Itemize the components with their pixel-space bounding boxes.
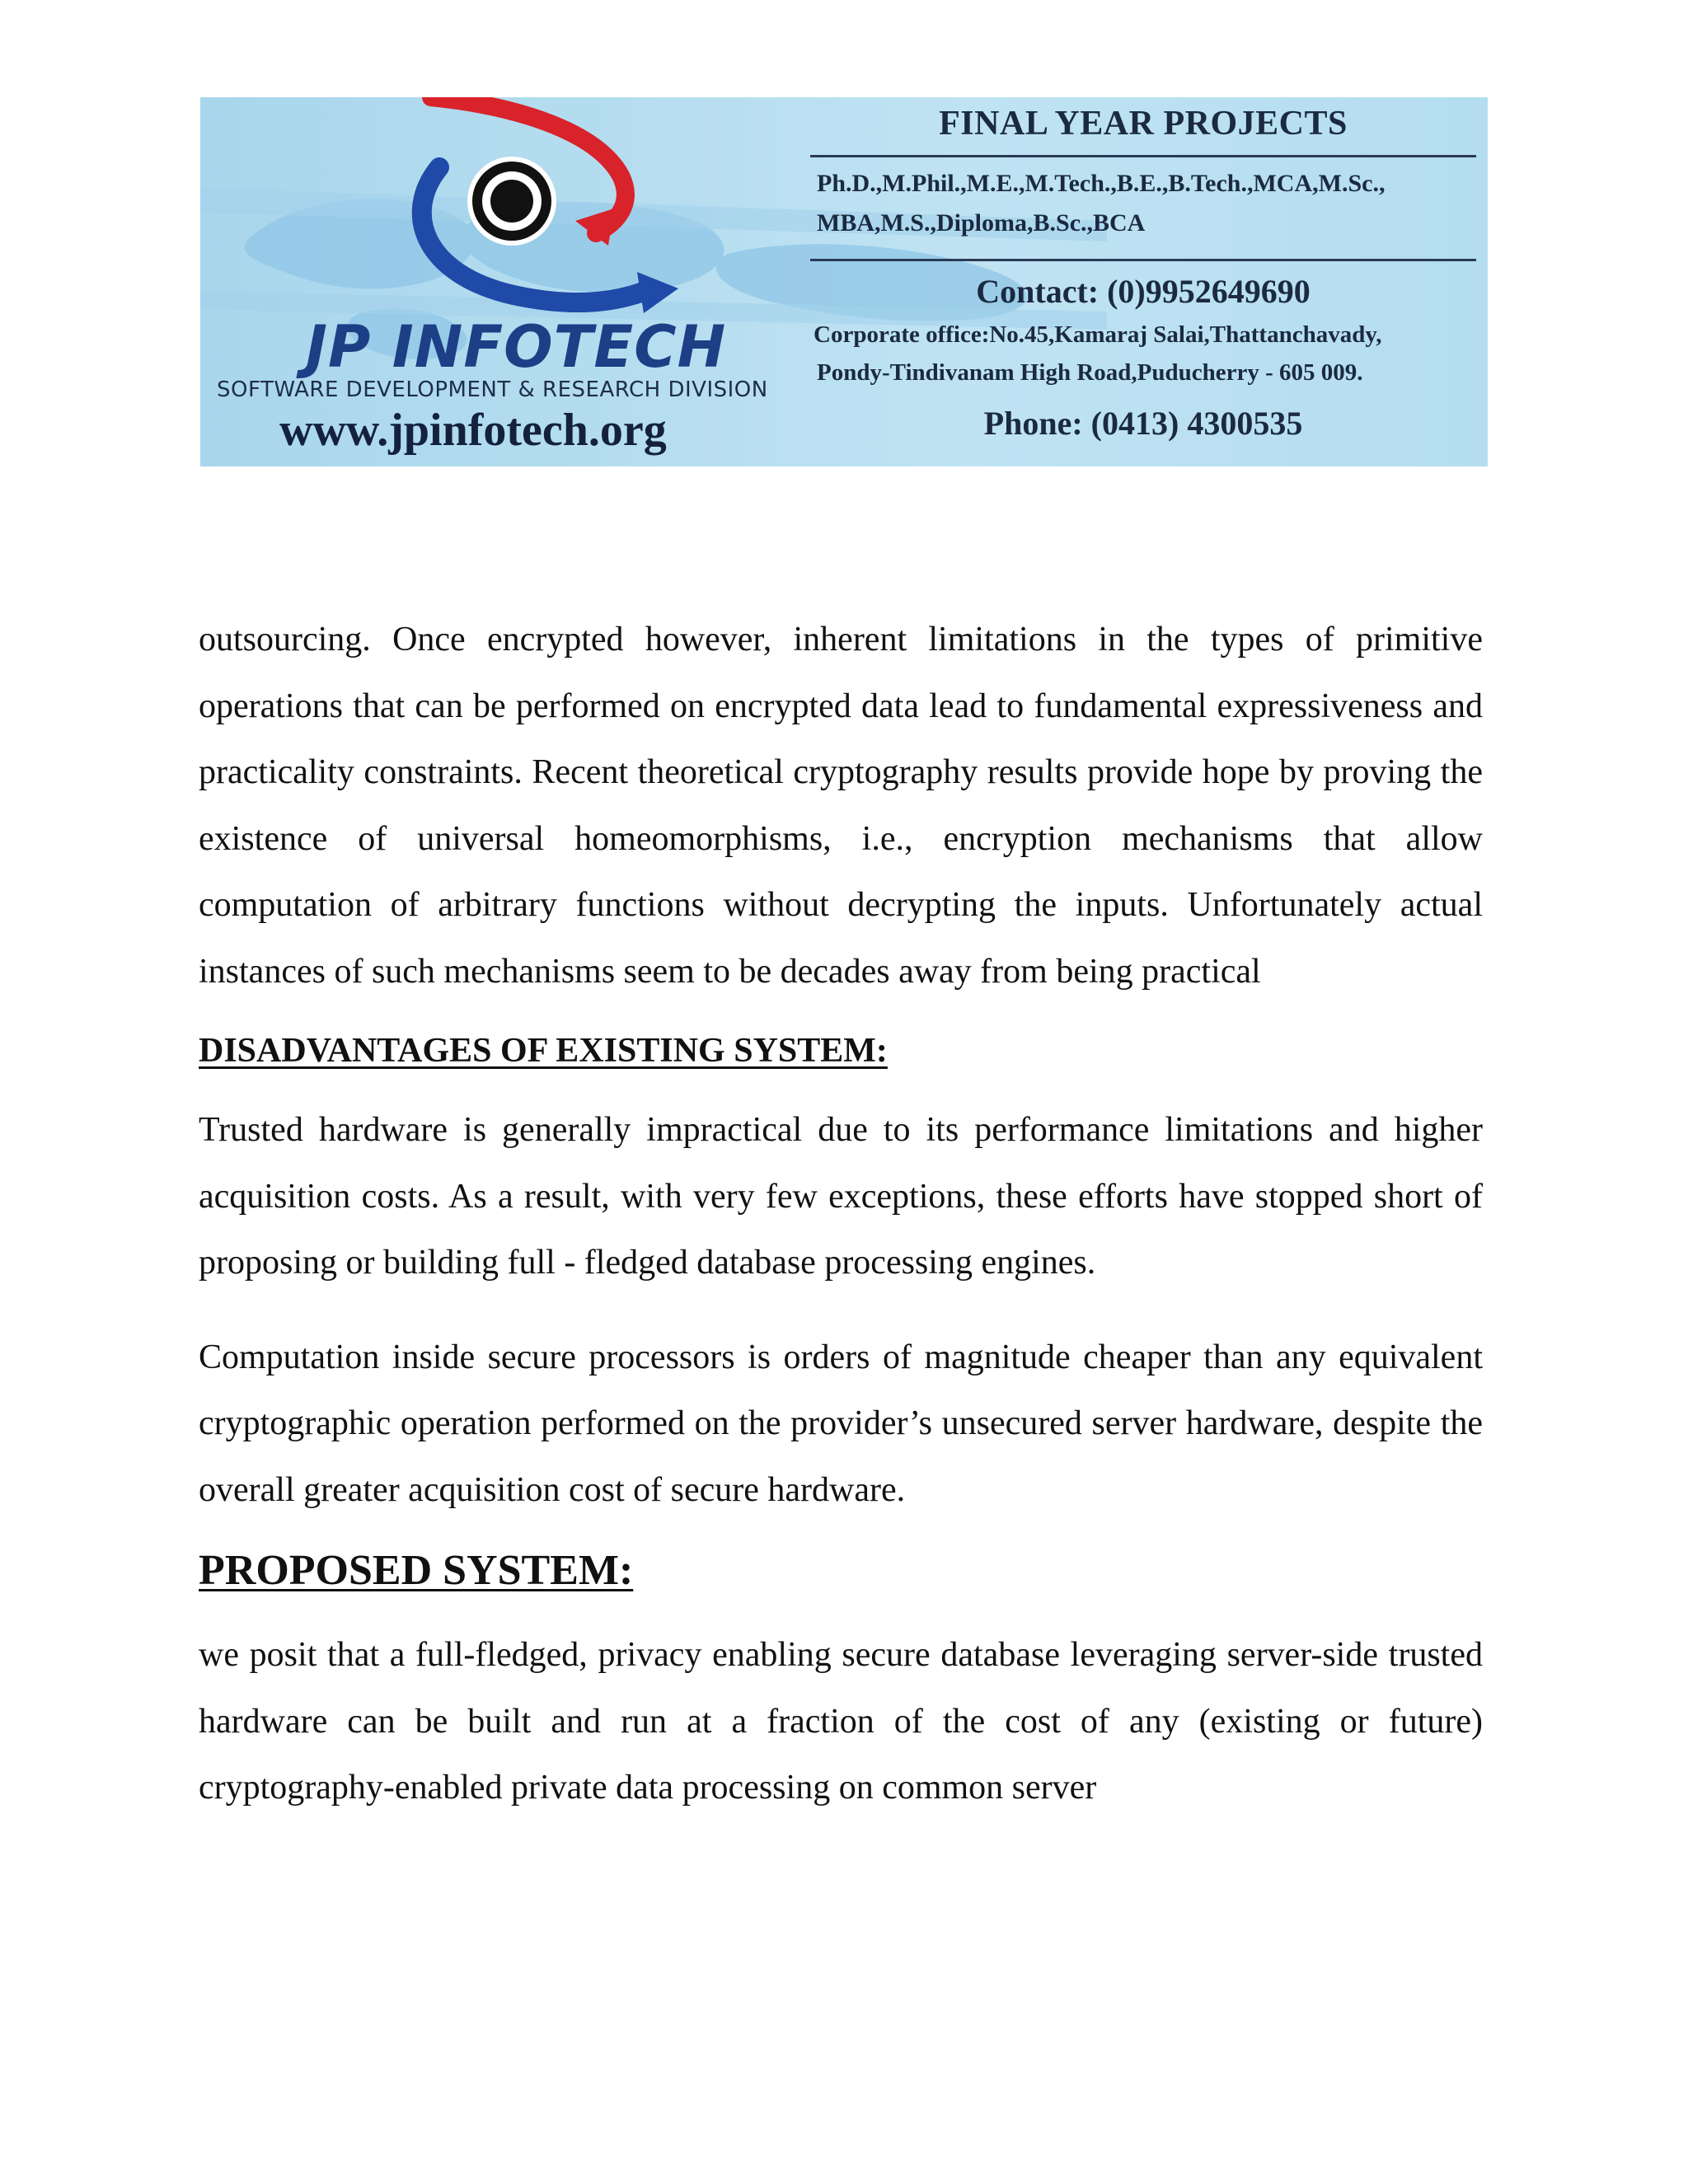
phone-number: Phone: (0413) 4300535 [983, 405, 1303, 442]
degrees-line-2: MBA,M.S.,Diploma,B.Sc.,BCA [817, 209, 1146, 237]
degrees-line-1: Ph.D.,M.Phil.,M.E.,M.Tech.,B.E.,B.Tech.,MCA,M.Sc., [817, 170, 1386, 197]
disadvantage-paragraph-1: Trusted hardware is generally impractical due to its performance limitations and higher acquisition costs. As a result, with very few exceptions, these efforts have stopped short of proposing or building full - fledged database processing engines. [199, 1111, 1483, 1282]
proposed-system-heading: PROPOSED SYSTEM: [199, 1547, 634, 1594]
document-body [199, 607, 1483, 1821]
contact-number: Contact: (0)9952649690 [976, 273, 1311, 310]
office-address-line-1: Corporate office:No.45,Kamaraj Salai,Thattanchavady, [814, 321, 1382, 348]
header-banner [200, 97, 1488, 466]
jp-infotech-logo-icon [324, 97, 785, 344]
disadvantages-heading: DISADVANTAGES OF EXISTING SYSTEM: [199, 1032, 888, 1070]
intro-paragraph: outsourcing. Once encrypted however, inherent limitations in the types of primitive operations that can be performed on encrypted data lead to fundamental expressiveness and practicality constraints. Recent theoretical cryptography results provide hope by proving the existence of universal homeomorphisms, i.e., encryption mechanisms that allow computation of arbitrary functions without decrypting the inputs. Unfortunately actual instances of such mechanisms seem to be decades away from being practical [199, 621, 1483, 991]
banner-divider-bottom [810, 259, 1476, 261]
brand-website-link[interactable]: www.jpinfotech.org [279, 405, 667, 456]
banner-info-panel [810, 97, 1476, 466]
disadvantage-paragraph-2: Computation inside secure processors is orders of magnitude cheaper than any equivalent cryptographic operation performed on the provider’s unsecured server hardware, despite the overall greater acquisition cost of secure hardware. [199, 1338, 1483, 1509]
proposed-system-paragraph: we posit that a full-fledged, privacy enabling secure database leveraging server-side trusted hardware can be built and run at a fraction of the cost of any (existing or future) cryptography-enabled private data processing on common server [199, 1636, 1483, 1807]
brand-name: JP INFOTECH [306, 313, 727, 381]
office-address-line-2: Pondy-Tindivanam High Road,Puducherry - 605 009. [817, 359, 1363, 386]
brand-tagline: SOFTWARE DEVELOPMENT & RESEARCH DIVISION [217, 377, 768, 402]
banner-divider-top [810, 155, 1476, 157]
banner-title: FINAL YEAR PROJECTS [939, 105, 1348, 143]
paragraph-spacer [199, 1296, 1483, 1324]
